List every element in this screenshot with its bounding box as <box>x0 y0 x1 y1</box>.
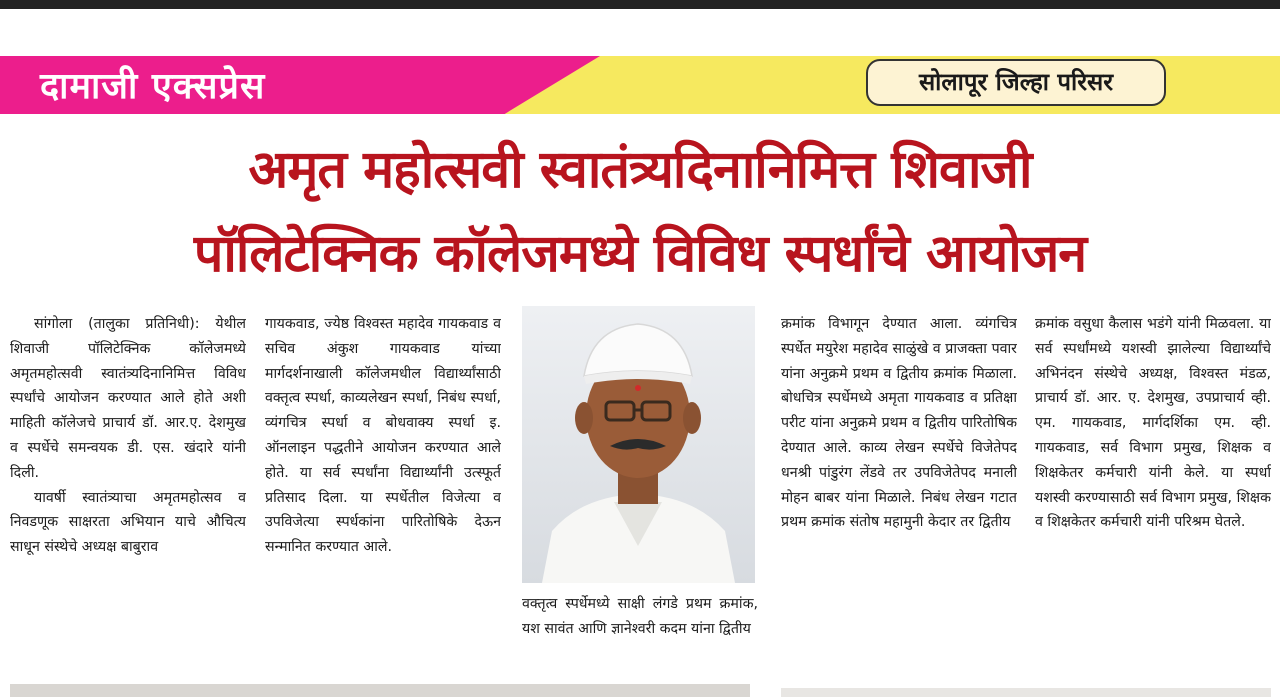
masthead-divider <box>0 114 1280 118</box>
paragraph-continued: गायकवाड, ज्येष्ठ विश्वस्त महादेव गायकवाड व सचिव अंकुश गायकवाड यांच्या मार्गदर्शनाखाली कॉलेजमधील विद्यार्थ्यांसाठी वक्तृत्व स्पर्धा, काव्यलेखन स्पर्धा, निबंध स्पर्धा, व्यंगचित्र स्पर्धा व बोधवाक्य स्पर्धा इ. ऑनलाइन पद्धतीने आयोजन करण्यात आले होते. या सर्व स्पर्धांना विद्यार्थ्यांनी उत्स्फूर्त प्रतिसाद दिला. या स्पर्धेतील विजेत्या व उपविजेत्या स्पर्धकांना पारितोषिके देऊन सन्मानित करण्यात आले. <box>265 316 501 556</box>
portrait-illustration <box>522 306 755 583</box>
headline-line-2: पॉलिटेक्निक कॉलेजमध्ये विविध स्पर्धांचे आयोजन <box>193 224 1087 284</box>
section-badge: सोलापूर जिल्हा परिसर <box>866 59 1166 106</box>
masthead <box>0 56 1280 118</box>
article-column-5 <box>1035 312 1271 672</box>
article-column-2 <box>265 312 501 672</box>
next-text-edge <box>781 688 1271 697</box>
portrait-photo <box>522 306 755 583</box>
headline-line-1: अमृत महोत्सवी स्वातंत्र्यदिनानिमित्त शिवाजी <box>248 140 1032 200</box>
article-column-4 <box>781 312 1017 672</box>
paragraph-background: यावर्षी स्वातंत्र्याचा अमृतमहोत्सव व निवडणूक साक्षरता अभियान याचे औचित्य साधून संस्थेचे अध्यक्ष बाबुराव <box>10 489 246 556</box>
next-photo-edge <box>10 684 750 697</box>
article-headline <box>0 128 1280 296</box>
newspaper-name: दामाजी एक्सप्रेस <box>40 66 266 107</box>
paragraph-closing: क्रमांक वसुधा कैलास भडंगे यांनी मिळवला. या सर्व स्पर्धांमध्ये यशस्वी झालेल्या विद्यार्थ्यांचे अभिनंदन संस्थेचे अध्यक्ष, विश्वस्त मंडळ, प्राचार्य डॉ. आर. ए. देशमुख, उपप्राचार्य व्ही. एम. गायकवाड, मार्गदर्शिका एम. व्ही. गायकवाड, सर्व विभाग प्रमुख, शिक्षक व शिक्षकेतर कर्मचारी यांनी केले. या स्पर्धा यशस्वी करण्यासाठी सर्व विभाग प्रमुख, शिक्षक व शिक्षकेतर कर्मचारी यांनी परिश्रम घेतले. <box>1035 316 1271 531</box>
top-dark-bar <box>0 0 1280 9</box>
article-column-1 <box>10 312 246 672</box>
paragraph-intro: सांगोला (तालुका प्रतिनिधी): येथील शिवाजी पॉलिटेक्निक कॉलेजमध्ये अमृतमहोत्सवी स्वातंत्र्यदिनानिमित्त विविध स्पर्धांचे आयोजन करण्यात आले होते अशी माहिती कॉलेजचे प्राचार्य डॉ. आर.ए. देशमुख व स्पर्धेचे समन्वयक डी. एस. खंदारे यांनी दिली. <box>10 316 246 481</box>
paragraph-results: क्रमांक विभागून देण्यात आला. व्यंगचित्र स्पर्धेत मयुरेश महादेव साळुंखे व प्राजक्ता पवार यांना अनुक्रमे प्रथम व द्वितीय क्रमांक मिळाला. बोधचित्र स्पर्धेमध्ये अमृता गायकवाड व प्रतिक्षा परीट यांना अनुक्रमे प्रथम व द्वितीय पारितोषिक देण्यात आले. काव्य लेखन स्पर्धेचे विजेतेपद धनश्री पांडुरंग लेंडवे तर उपविजेतेपद मनाली मोहन बाबर यांना मिळाले. निबंध लेखन गटात प्रथम क्रमांक संतोष महामुनी केदार तर द्वितीय <box>781 316 1017 531</box>
next-article-edge <box>0 684 1280 697</box>
article-column-3 <box>522 592 758 672</box>
paragraph-results-start: वक्तृत्व स्पर्धेमध्ये साक्षी लंगडे प्रथम क्रमांक, यश सावंत आणि ज्ञानेश्वरी कदम यांना द्वितीय <box>522 596 758 637</box>
